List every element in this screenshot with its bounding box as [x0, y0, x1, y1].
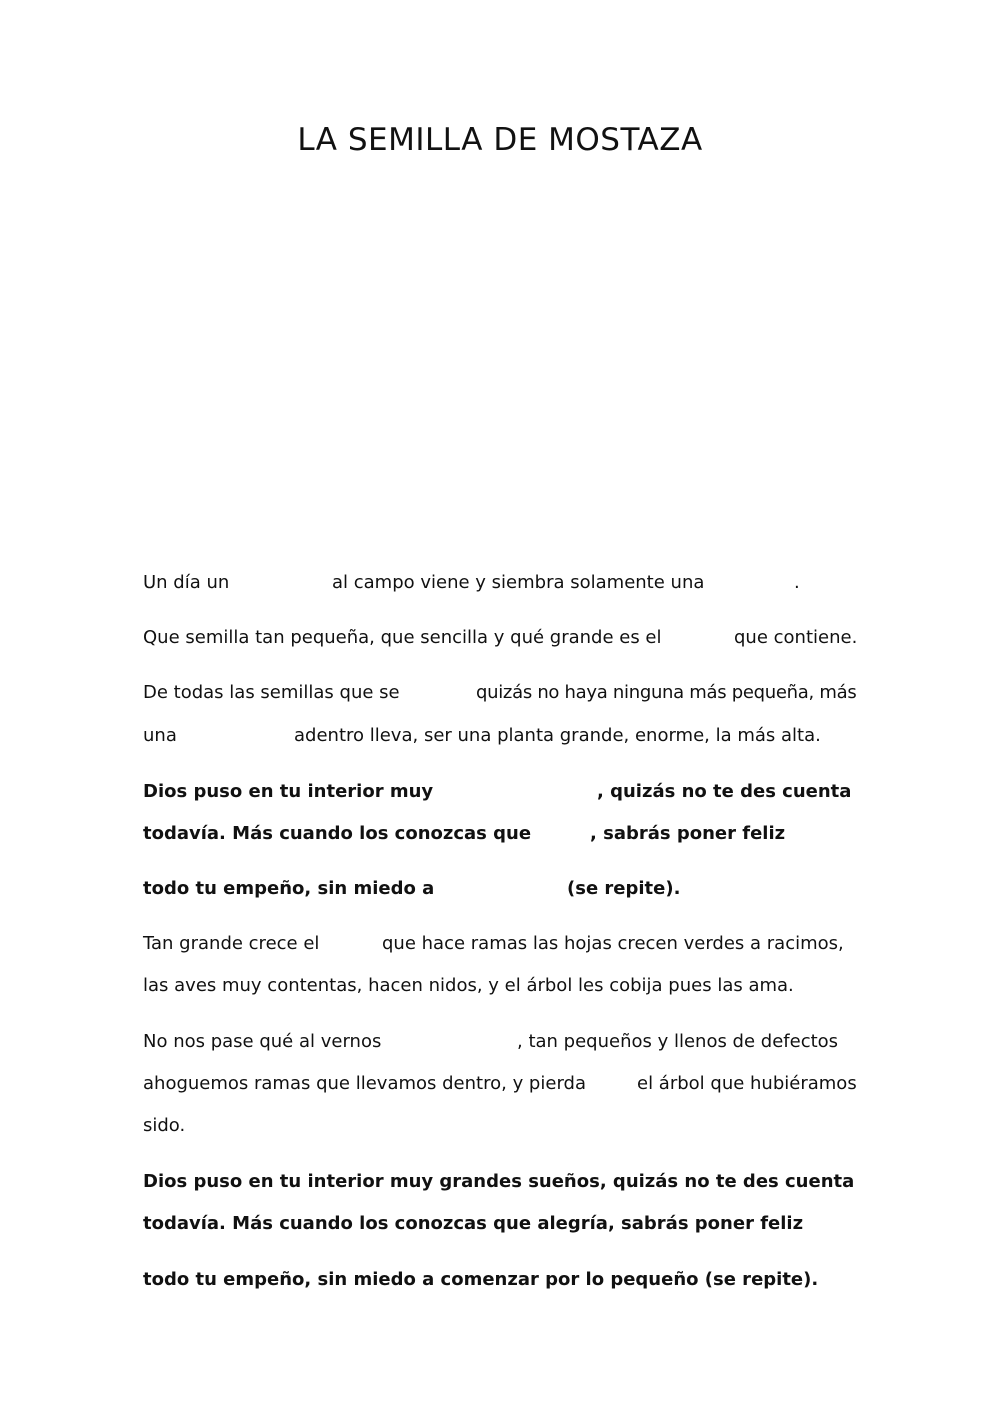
text-segment: Que semilla tan pequeña, que sencilla y qué grande es el	[143, 627, 662, 648]
text-segment: que hace ramas las hojas crecen verdes a racimos,	[382, 933, 844, 954]
text-segment: todo tu empeño, sin miedo a	[143, 878, 435, 899]
text-segment: todo tu empeño, sin miedo a comenzar por lo pequeño (se repite).	[143, 1269, 819, 1290]
text-segment: .	[794, 572, 800, 593]
text-segment: ahoguemos ramas que llevamos dentro, y pierda	[143, 1073, 586, 1094]
text-segment: De todas las semillas que se	[143, 682, 400, 703]
text-segment: las aves muy contentas, hacen nidos, y el árbol les cobija pues las ama.	[143, 975, 794, 996]
text-segment: sido.	[143, 1115, 186, 1136]
text-segment: el árbol que hubiéramos	[637, 1073, 857, 1094]
text-segment: , quizás no te des cuenta	[597, 781, 852, 802]
text-segment: Tan grande crece el	[143, 933, 320, 954]
text-segment: una	[143, 725, 177, 746]
text-segment: todavía. Más cuando los conozcas que	[143, 823, 532, 844]
text-segment: , tan pequeños y llenos de defectos	[517, 1031, 839, 1052]
text-segment: (se repite).	[567, 878, 681, 899]
text-segment: Dios puso en tu interior muy grandes sueños, quizás no te des cuenta	[143, 1171, 855, 1192]
text-segment: Dios puso en tu interior muy	[143, 781, 434, 802]
text-segment: que contiene.	[734, 627, 858, 648]
text-segment: todavía. Más cuando los conozcas que alegría, sabrás poner feliz	[143, 1213, 804, 1234]
text-segment: No nos pase qué al vernos	[143, 1031, 382, 1052]
text-segment: al campo viene y siembra solamente una	[332, 572, 705, 593]
text-segment: Un día un	[143, 572, 230, 593]
text-segment: quizás no haya ninguna más pequeña, más	[476, 682, 857, 703]
text-segment: , sabrás poner feliz	[590, 823, 786, 844]
page-title: LA SEMILLA DE MOSTAZA	[297, 122, 703, 158]
text-segment: adentro lleva, ser una planta grande, enorme, la más alta.	[294, 725, 821, 746]
